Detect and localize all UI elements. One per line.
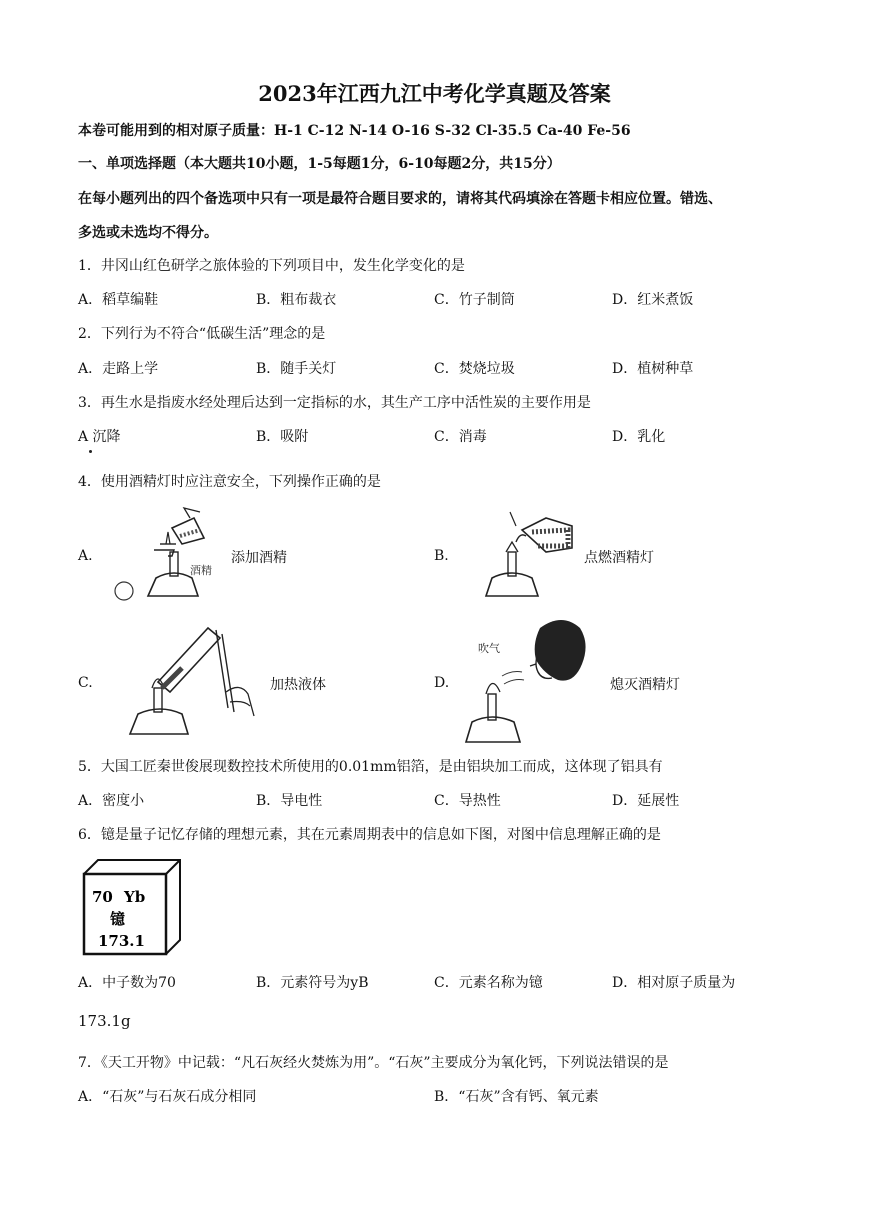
element-number: 70 xyxy=(92,888,113,906)
element-mass: 173.1 xyxy=(98,932,145,950)
blow-out-lamp-figure xyxy=(462,614,592,744)
question-4-option-d-label: 熄灭酒精灯 xyxy=(610,677,680,693)
question-6-option-c: C．元素名称为镱 xyxy=(434,975,543,991)
add-alcohol-figure xyxy=(110,508,230,604)
question-2-stem: 2．下列行为不符合“低碳生活”理念的是 xyxy=(78,326,326,342)
question-2-option-d: D．植树种草 xyxy=(612,361,694,377)
question-1-option-a: A．稻草编鞋 xyxy=(78,292,159,308)
page-title: 2023年江西九江中考化学真题及答案 xyxy=(258,81,611,106)
heat-liquid-figure xyxy=(122,622,272,742)
question-7-stem: 7．《天工开物》中记载：“凡石灰经火焚炼为用”。“石灰”主要成分为氧化钙，下列说法错误的是 xyxy=(78,1055,669,1071)
question-4-stem: 4．使用酒精灯时应注意安全，下列操作正确的是 xyxy=(78,474,381,490)
question-4-option-d-letter: D. xyxy=(434,675,450,691)
question-7-option-b: B．“石灰”含有钙、氧元素 xyxy=(434,1089,599,1105)
question-4-option-c-letter: C. xyxy=(78,675,93,691)
question-2-option-c: C．焚烧垃圾 xyxy=(434,361,515,377)
question-4-option-a-letter: A. xyxy=(78,548,93,564)
stray-dot xyxy=(89,450,92,453)
section-heading: 一、单项选择题（本大题共10小题，1-5每题1分，6-10每题2分，共15分） xyxy=(78,156,561,172)
light-lamp-figure xyxy=(476,512,586,604)
question-1-stem: 1．井冈山红色研学之旅体验的下列项目中，发生化学变化的是 xyxy=(78,258,465,274)
question-6-stem: 6．镱是量子记忆存储的理想元素，其在元素周期表中的信息如下图，对图中信息理解正确的是 xyxy=(78,827,661,843)
question-4-option-b-letter: B. xyxy=(434,548,449,564)
question-1-option-c: C．竹子制筒 xyxy=(434,292,515,308)
question-5-option-a: A．密度小 xyxy=(78,793,145,809)
question-3-option-a: A 沉降 xyxy=(78,429,121,445)
question-3-option-b: B．吸附 xyxy=(256,429,309,445)
question-6-option-d: D．相对原子质量为 xyxy=(612,975,736,991)
element-name: 镱 xyxy=(110,910,126,928)
question-2-option-b: B．随手关灯 xyxy=(256,361,337,377)
question-3-stem: 3．再生水是指废水经处理后达到一定指标的水，其生产工序中活性炭的主要作用是 xyxy=(78,395,591,411)
alcohol-label: 酒精 xyxy=(190,564,212,577)
question-3-option-d: D．乳化 xyxy=(612,429,666,445)
question-7-option-a: A．“石灰”与石灰石成分相同 xyxy=(78,1089,257,1105)
question-4-option-a-label: 添加酒精 xyxy=(231,550,287,566)
element-symbol: Yb xyxy=(124,888,146,906)
element-cell-yb xyxy=(80,856,184,960)
question-1-option-d: D．红米煮饭 xyxy=(612,292,694,308)
instruction-line-2: 多选或未选均不得分。 xyxy=(78,225,218,241)
question-4-option-c-label: 加热液体 xyxy=(270,677,326,693)
atomic-masses-note: 本卷可能用到的相对原子质量：H-1 C-12 N-14 O-16 S-32 Cl-35.5 Ca-40 Fe-56 xyxy=(78,123,631,139)
question-6-option-a: A．中子数为70 xyxy=(78,975,176,991)
question-5-option-d: D．延展性 xyxy=(612,793,680,809)
question-1-option-b: B．粗布裁衣 xyxy=(256,292,337,308)
blow-label: 吹气 xyxy=(478,642,500,655)
question-6-option-d-continuation: 173.1g xyxy=(78,1012,131,1030)
question-6-option-b: B．元素符号为yB xyxy=(256,975,369,991)
question-5-stem: 5．大国工匠秦世俊展现数控技术所使用的0.01mm铝箔，是由铝块加工而成，这体现了铝具有 xyxy=(78,759,663,775)
question-2-option-a: A．走路上学 xyxy=(78,361,159,377)
question-3-option-c: C．消毒 xyxy=(434,429,487,445)
question-4-option-b-label: 点燃酒精灯 xyxy=(584,550,654,566)
instruction-line-1: 在每小题列出的四个备选项中只有一项是最符合题目要求的，请将其代码填涂在答题卡相应位置。错选、 xyxy=(78,191,722,207)
question-5-option-c: C．导热性 xyxy=(434,793,501,809)
question-5-option-b: B．导电性 xyxy=(256,793,323,809)
